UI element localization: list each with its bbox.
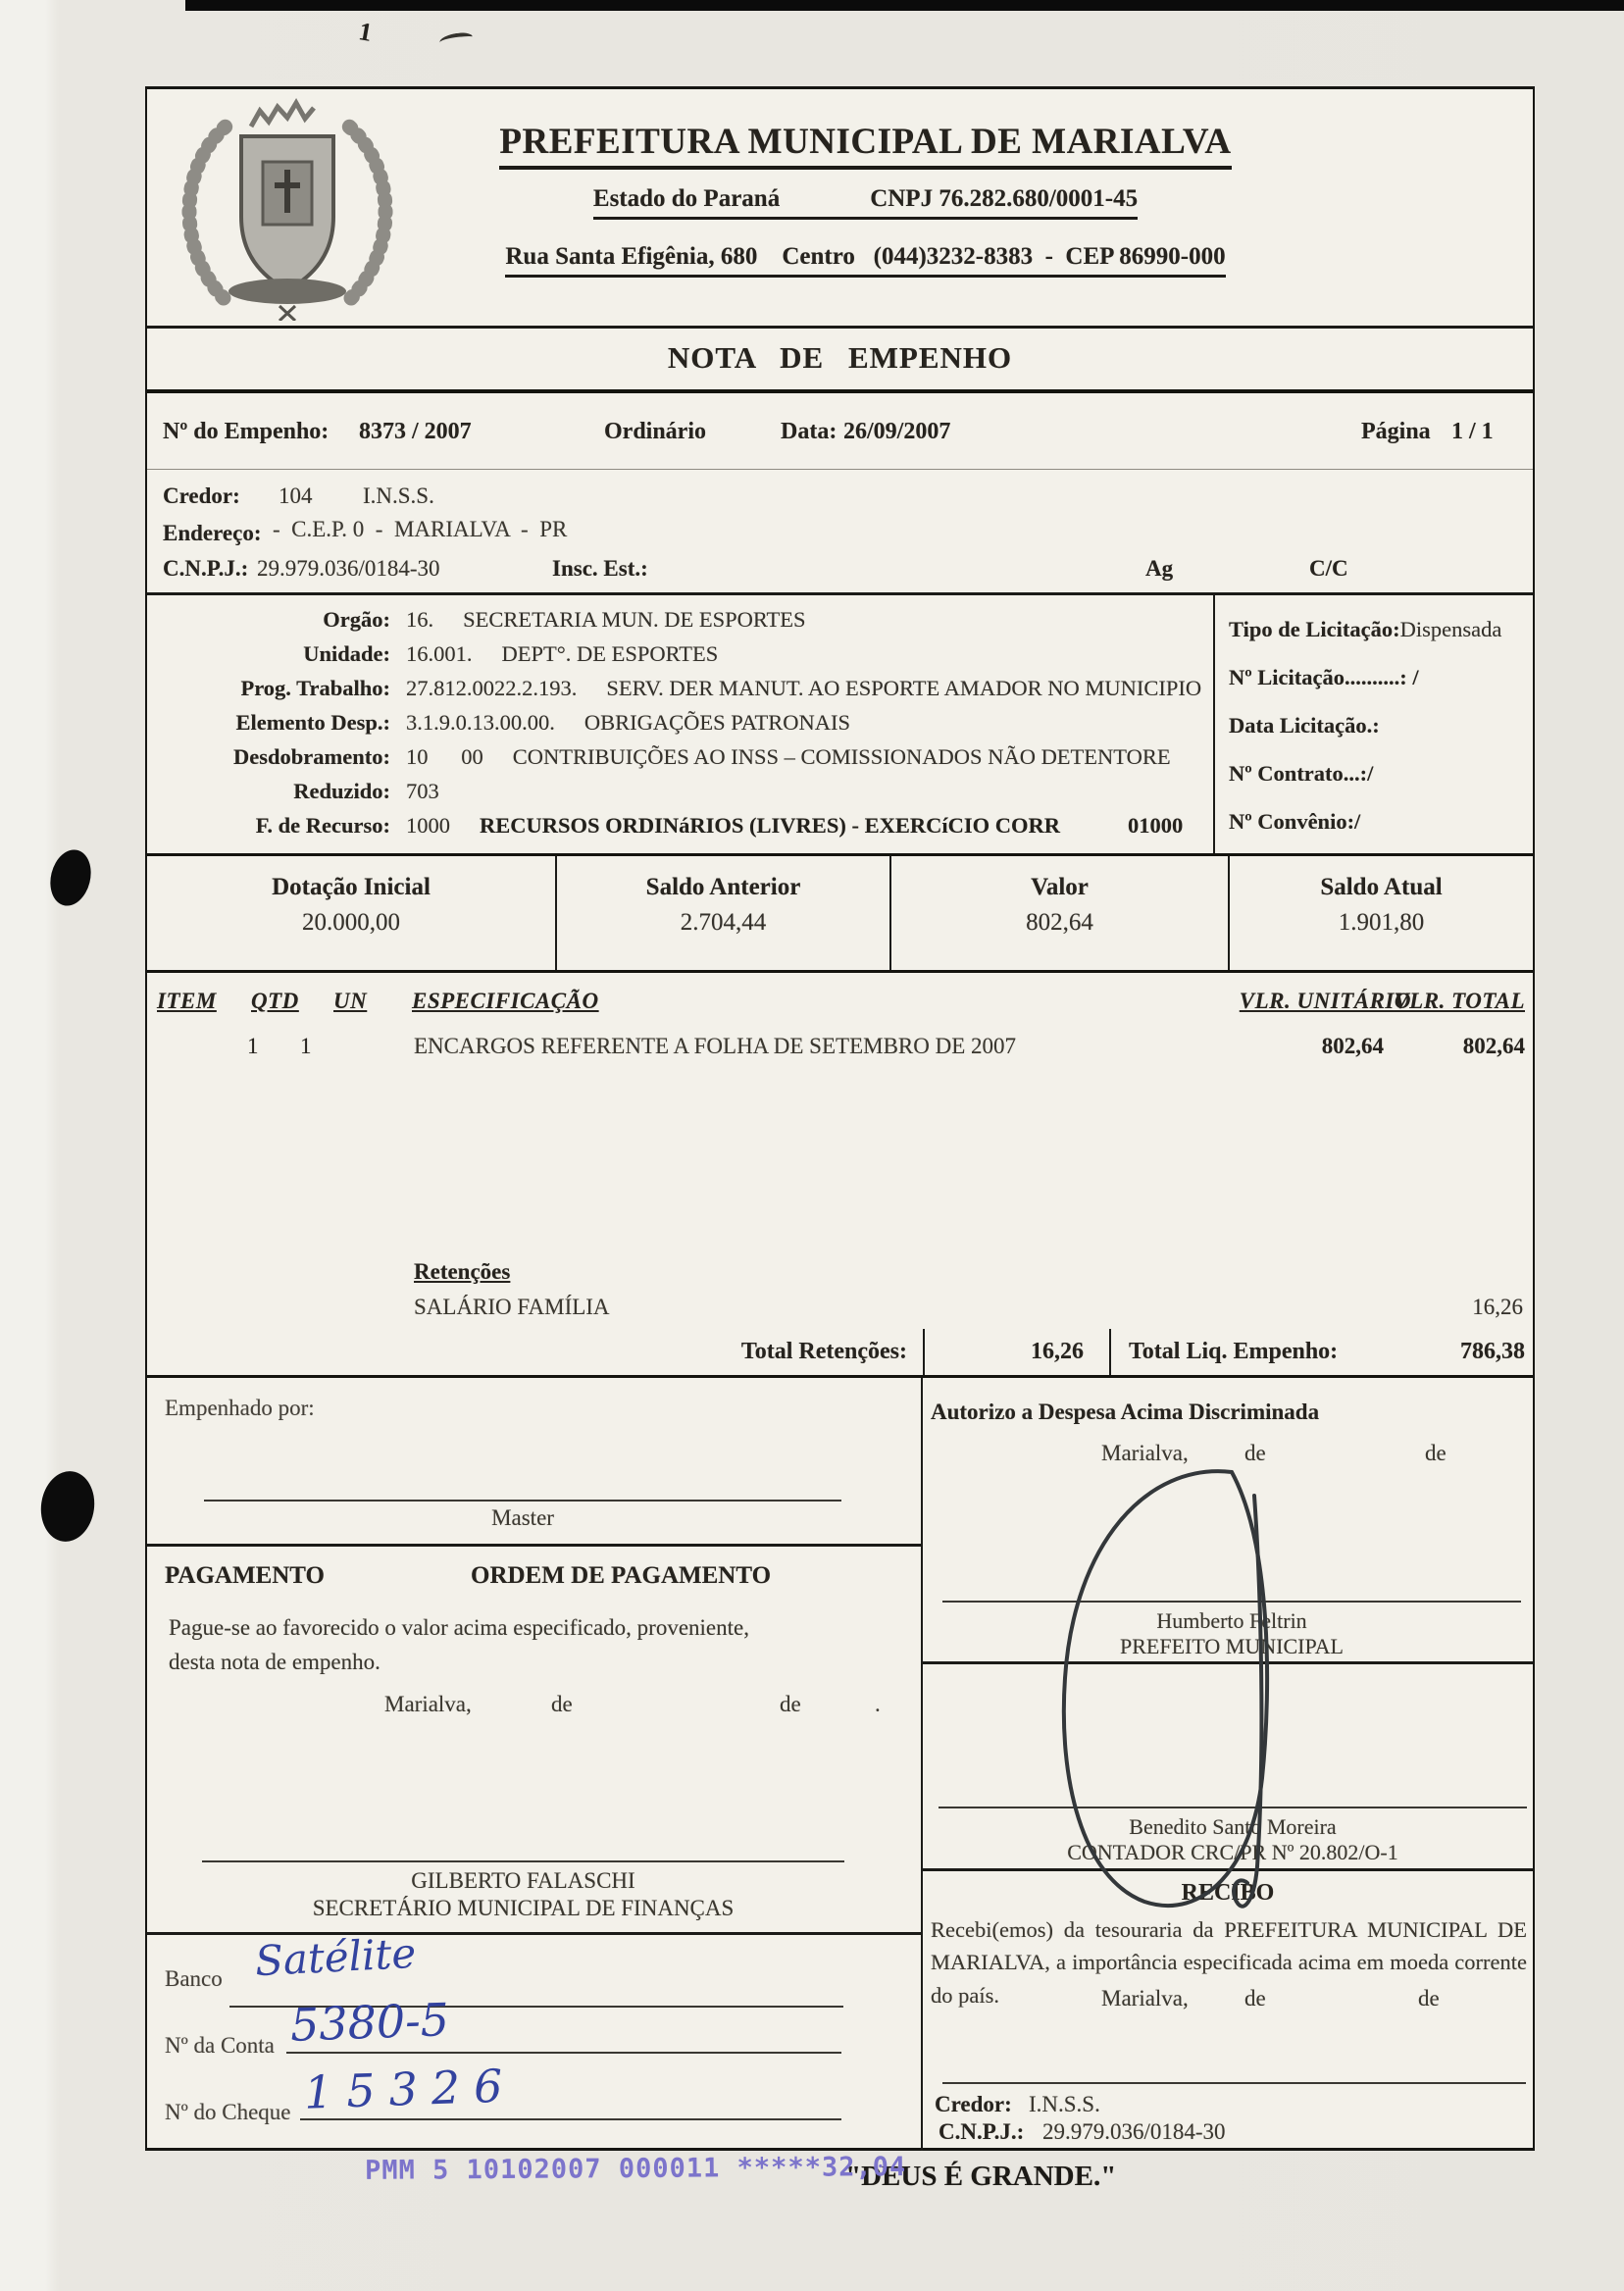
amount-value: 1.901,80 (1338, 909, 1425, 936)
payment-column (147, 1378, 923, 2151)
total-retencoes-label: Total Retenções: (740, 1339, 907, 1364)
prefeito-signature-line (942, 1601, 1521, 1603)
totals-row (147, 1329, 1533, 1378)
budget-label: Reduzido: (293, 779, 390, 803)
item-spec: ENCARGOS REFERENTE A FOLHA DE SETEMBRO DE 2007 (414, 1034, 1017, 1058)
cnpj-label: CNPJ 76.282.680/0001-45 (870, 185, 1139, 212)
coat-of-arms-icon (165, 97, 410, 321)
retencoes-label: Retenções (414, 1259, 511, 1284)
licitacao-value: Dispensada (1399, 617, 1502, 641)
retencao-name: SALÁRIO FAMÍLIA (414, 1295, 610, 1319)
pen-squiggle-mark (438, 31, 473, 47)
budget-left-column (147, 595, 1213, 853)
recibo-title: RECIBO (1181, 1880, 1275, 1906)
cheque-line (300, 2118, 841, 2120)
blue-stamp-text: PMM 5 10102007 000011 *****32,04 (364, 2152, 907, 2186)
contador-signature-line (939, 1807, 1527, 1808)
cheque-handwritten-value: 15326 (303, 2059, 518, 2119)
total-liq-label: Total Liq. Empenho: (1129, 1339, 1339, 1364)
state-label: Estado do Paraná (592, 185, 781, 212)
budget-desc: RECURSOS ORDINáRIOS (LIVRES) - EXERCíCIO CORR (480, 813, 1060, 838)
page-value: 1 / 1 (1451, 419, 1494, 444)
budget-code: 27.812.0022.2.193. (406, 676, 578, 700)
budget-row-elemento (147, 710, 1213, 744)
prefeito-name: Humberto Feltrin (1156, 1608, 1307, 1633)
coat-of-arms-logo (165, 97, 410, 326)
amount-value: 20.000,00 (302, 909, 400, 936)
city-line-de: de (780, 1692, 801, 1716)
secretario-signature-line (202, 1860, 844, 1862)
creditor-code: 104 (279, 484, 313, 508)
contrato-numero (1229, 761, 1533, 809)
licitacao-numero (1229, 665, 1533, 713)
empenhado-por-label: Empenhado por: (165, 1396, 315, 1420)
creditor-address-value: - C.E.P. 0 - MARIALVA - PR (273, 517, 568, 541)
total-liq-cell (1109, 1329, 1533, 1375)
budget-label: F. de Recurso: (255, 813, 390, 838)
scan-edge-bar (185, 0, 1624, 11)
budget-code: 703 (406, 779, 439, 803)
signature-stroke (1021, 1454, 1335, 1945)
creditor-cnpj-value: 29.979.036/0184-30 (257, 556, 440, 581)
city-line-city: Marialva, (384, 1692, 472, 1716)
master-caption: Master (491, 1505, 554, 1530)
recibo-cnpj-value: 29.979.036/0184-30 (1042, 2119, 1226, 2144)
budget-row-unidade (147, 641, 1213, 676)
item-total-value: 802,64 (1462, 1034, 1525, 1058)
recibo-signature-line (942, 2082, 1526, 2084)
conta-handwritten-value: 5380-5 (289, 1993, 450, 2052)
empenho-number-label: Nº do Empenho: (163, 419, 330, 444)
budget-desc: OBRIGAÇÕES PATRONAIS (584, 710, 850, 735)
secretario-role: SECRETÁRIO MUNICIPAL DE FINANÇAS (312, 1896, 735, 1920)
secretario-name: GILBERTO FALASCHI (411, 1868, 635, 1893)
authorization-column (923, 1378, 1533, 2151)
pen-mark: 1 (356, 17, 375, 47)
pague-se-text: Pague-se ao favorecido o valor acima especificado, proveniente, desta nota de empenho. (169, 1615, 749, 1674)
cc-label: C/C (1309, 556, 1348, 581)
budget-desc: SERV. DER MANUT. AO ESPORTE AMADOR NO MUNICIPIO (606, 676, 1202, 700)
items-header-un: UN (333, 989, 368, 1013)
budget-desc: CONTRIBUIÇÕES AO INSS – COMISSIONADOS NÃO DETENTORE (512, 744, 1171, 769)
budget-code: 10 00 (406, 744, 483, 769)
budget-desc: DEPT°. DE ESPORTES (501, 641, 719, 666)
budget-row-reduzido (147, 779, 1213, 813)
creditor-block (147, 470, 1533, 595)
document-title-bar (147, 329, 1533, 393)
motto-text: "DEUS É GRANDE." (845, 2161, 1117, 2192)
section-divider (147, 1932, 921, 1935)
ordem-pagamento-label: ORDEM DE PAGAMENTO (471, 1562, 772, 1589)
creditor-label: Credor: (163, 484, 240, 508)
amount-label: Saldo Anterior (645, 874, 801, 900)
amount-value: 2.704,44 (680, 909, 767, 936)
convenio-numero (1229, 809, 1533, 857)
budget-code: 16.001. (406, 641, 473, 666)
recibo-credor-label: Credor: (935, 2092, 1012, 2116)
budget-label: Elemento Desp.: (235, 710, 390, 735)
header-titles (392, 89, 1339, 278)
licitacao-column (1213, 595, 1533, 853)
amount-label: Dotação Inicial (272, 874, 431, 900)
budget-code: 1000 (406, 813, 450, 838)
municipality-title: PREFEITURA MUNICIPAL DE MARIALVA (499, 121, 1231, 170)
city-line-city: Marialva, (1101, 1986, 1189, 2011)
autorizo-label: Autorizo a Despesa Acima Discriminada (931, 1400, 1320, 1424)
city-line-de: de (1244, 1441, 1266, 1465)
ag-label: Ag (1145, 556, 1174, 581)
budget-row-desdobramento (147, 744, 1213, 779)
items-header-item: ITEM (157, 989, 217, 1013)
budget-block (147, 595, 1533, 853)
hole-punch-mark (36, 1468, 98, 1546)
amount-label: Saldo Atual (1320, 874, 1443, 900)
creditor-address-label: Endereço: (163, 521, 262, 545)
licitacao-data (1229, 713, 1533, 761)
items-table (147, 973, 1533, 1329)
banco-handwritten-value: Satélite (253, 1928, 418, 1986)
city-line-city: Marialva, (1101, 1441, 1189, 1465)
conta-label: Nº da Conta (165, 2033, 275, 2058)
budget-code: 16. (406, 607, 434, 632)
city-line-de: de (1425, 1441, 1446, 1465)
address-line: Rua Santa Efigênia, 680 Centro (044)3232-8383 - CEP 86990-000 (505, 243, 1225, 278)
items-header-spec: ESPECIFICAÇÃO (412, 989, 599, 1013)
licitacao-label: Nº Contrato...:/ (1229, 761, 1374, 786)
budget-desc: SECRETARIA MUN. DE ESPORTES (463, 607, 806, 632)
budget-row-recurso (147, 813, 1213, 847)
item-number: 1 (247, 1034, 259, 1058)
insc-est-label: Insc. Est.: (552, 556, 648, 581)
state-cnpj-line (593, 185, 1138, 220)
creditor-cnpj-label: C.N.P.J.: (163, 556, 249, 581)
section-divider (147, 1544, 921, 1547)
city-line-de: de (1418, 1986, 1440, 2011)
budget-row-prog-trabalho (147, 676, 1213, 710)
section-divider (923, 1661, 1533, 1664)
budget-label: Orgão: (323, 607, 390, 632)
master-signature-line (204, 1500, 841, 1502)
form-header (147, 89, 1533, 329)
prefeito-role: PREFEITO MUNICIPAL (1120, 1634, 1344, 1658)
recibo-credor-value: I.N.S.S. (1029, 2092, 1100, 2116)
budget-label: Unidade: (303, 641, 390, 666)
document-title: NOTA DE EMPENHO (667, 340, 1013, 375)
city-line-dot: . (875, 1692, 881, 1716)
budget-label: Prog. Trabalho: (240, 676, 390, 700)
city-line-de: de (1244, 1986, 1266, 2011)
hole-punch-mark (45, 845, 97, 910)
contador-name: Benedito Santo Moreira (1129, 1814, 1337, 1839)
signatures-area (147, 1378, 1533, 2151)
contador-role: CONTADOR CRC/PR Nº 20.802/O-1 (1067, 1840, 1398, 1864)
empenho-kind: Ordinário (604, 419, 707, 444)
nota-de-empenho-form (145, 86, 1535, 2151)
pagamento-label: PAGAMENTO (165, 1562, 325, 1589)
recibo-cnpj-label: C.N.P.J.: (939, 2119, 1025, 2144)
retencao-value: 16,26 (1472, 1295, 1523, 1319)
page-label: Página (1361, 419, 1431, 444)
budget-code: 3.1.9.0.13.00.00. (406, 710, 555, 735)
budget-label: Desdobramento: (233, 744, 390, 769)
recibo-text: Recebi(emos) da tesouraria da PREFEITURA MUNICIPAL DE MARIALVA, a importância especificada acima em moeda corrente do país. (931, 1917, 1527, 2008)
empenho-row (147, 393, 1533, 470)
budget-recurso-code: 01000 (1128, 813, 1184, 838)
items-header-qtd: QTD (251, 989, 299, 1013)
amounts-row (147, 853, 1533, 973)
item-unit-value: 802,64 (1321, 1034, 1384, 1058)
item-qtd: 1 (300, 1034, 312, 1058)
date-value: 26/09/2007 (843, 419, 951, 444)
amount-valor (889, 856, 1228, 970)
amount-value: 802,64 (1026, 909, 1093, 936)
section-divider (923, 1868, 1533, 1871)
budget-row-orgao (147, 607, 1213, 641)
licitacao-tipo (1229, 617, 1533, 665)
city-line-de: de (551, 1692, 573, 1716)
date-label: Data: (781, 419, 837, 444)
licitacao-label: Nº Convênio:/ (1229, 809, 1361, 834)
licitacao-label: Data Licitação.: (1229, 713, 1380, 738)
amount-label: Valor (1031, 874, 1089, 900)
empenho-number-value: 8373 / 2007 (359, 419, 472, 444)
licitacao-label: Tipo de Licitação: (1229, 617, 1400, 641)
amount-saldo-atual (1228, 856, 1533, 970)
banco-label: Banco (165, 1966, 223, 1991)
conta-line (286, 2052, 841, 2054)
cheque-label: Nº do Cheque (165, 2100, 291, 2124)
amount-dotacao-inicial (147, 856, 555, 970)
items-header-unit: VLR. UNITÁRIO (1239, 989, 1411, 1013)
items-header-total: VLR. TOTAL (1394, 989, 1525, 1013)
total-retencoes-value: 16,26 (923, 1329, 1109, 1375)
amount-saldo-anterior (555, 856, 889, 970)
licitacao-label: Nº Licitação..........: / (1229, 665, 1419, 689)
total-liq-value: 786,38 (1460, 1339, 1525, 1364)
creditor-name: I.N.S.S. (363, 484, 434, 508)
